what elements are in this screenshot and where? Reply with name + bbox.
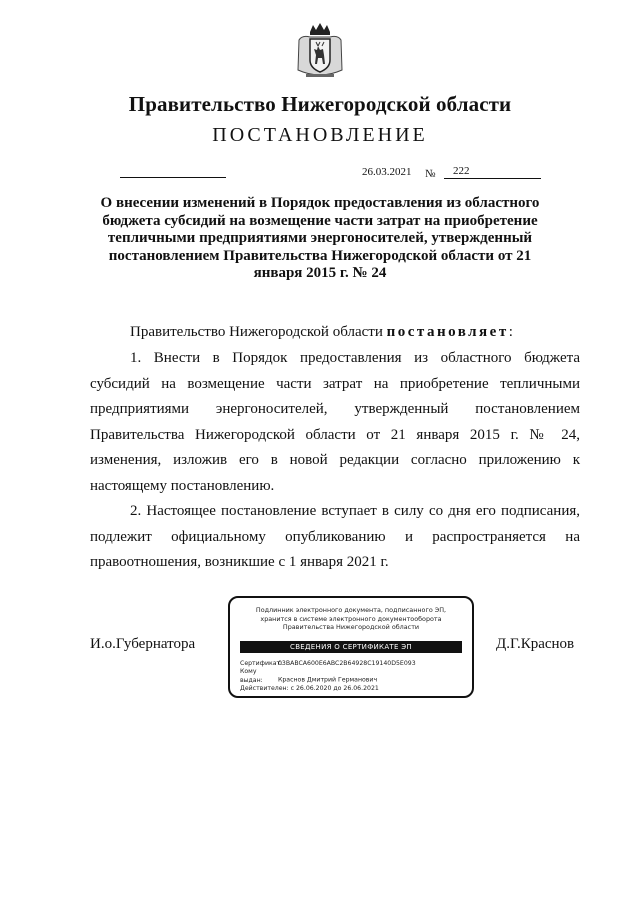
intro-verb: постановляет [386,324,509,340]
stamp-line-3: Правительства Нижегородской области [282,623,420,632]
intro-prefix: Правительство Нижегородской области [130,324,383,340]
validity-row [240,685,416,693]
intro-suffix: : [508,324,513,340]
cert-key: Сертификат: [240,660,283,667]
stamp-header [230,606,472,632]
document-date: 26.03.2021 [362,166,412,178]
cert-row [240,660,416,668]
government-name: Правительство Нижегородской области [128,92,512,116]
stamp-bar: СВЕДЕНИЯ О СЕРТИФИКАТЕ ЭП [240,641,462,653]
document-title: О внесении изменений в Порядок предоставления из областного бюджета субсидий на возмещение части затрат на приобретение тепличными предприятиями энергоносителей, утвержденный постановлением Правительства Нижегородской области от 21 января 2015 г. № 24 [100,195,540,281]
stamp-fields [240,660,416,694]
paragraph-item-1: 1. Внести в Порядок предоставления из областного бюджета субсидий на возмещение части затрат на приобретение тепличными предприятиями энергоносителей, утвержденный постановлением Правительства Нижегородской области от 21 января 2015 г. № 24, изменения, изложив его в новой редакции согласно приложению к настоящему постановлению. [90,350,580,494]
blank-date-line [120,177,226,178]
coat-of-arms-icon [296,22,344,80]
stamp-line-1: Подлинник электронного документа, подписанного ЭП, [255,606,447,614]
cert-value: 03BABCA600E6ABC2B64928C19140D5E093 [277,660,416,667]
intro-paragraph [90,320,580,346]
paragraph-item-2: 2. Настоящее постановление вступает в силу со дня его подписания, подлежит официальному опубликованию и распространяется на правоотношения, возникшие с 1 января 2021 г. [90,503,580,570]
signer-name: Д.Г.Краснов [496,636,575,652]
number-sign: № [425,168,436,180]
document-number: 222 [444,165,541,179]
owner-key: Кому выдан: [240,668,263,684]
owner-row [240,668,416,685]
owner-value: Краснов Дмитрий Германович [277,676,378,684]
e-signature-stamp [228,596,474,698]
stamp-line-2: хранится в системе электронного документооборота [260,614,442,623]
document-type: ПОСТАНОВЛЕНИЕ [212,124,428,146]
validity-key: Действителен: [240,685,289,693]
validity-value: с 26.06.2020 до 26.06.2021 [290,685,379,693]
signer-role: И.о.Губернатора [90,636,196,652]
